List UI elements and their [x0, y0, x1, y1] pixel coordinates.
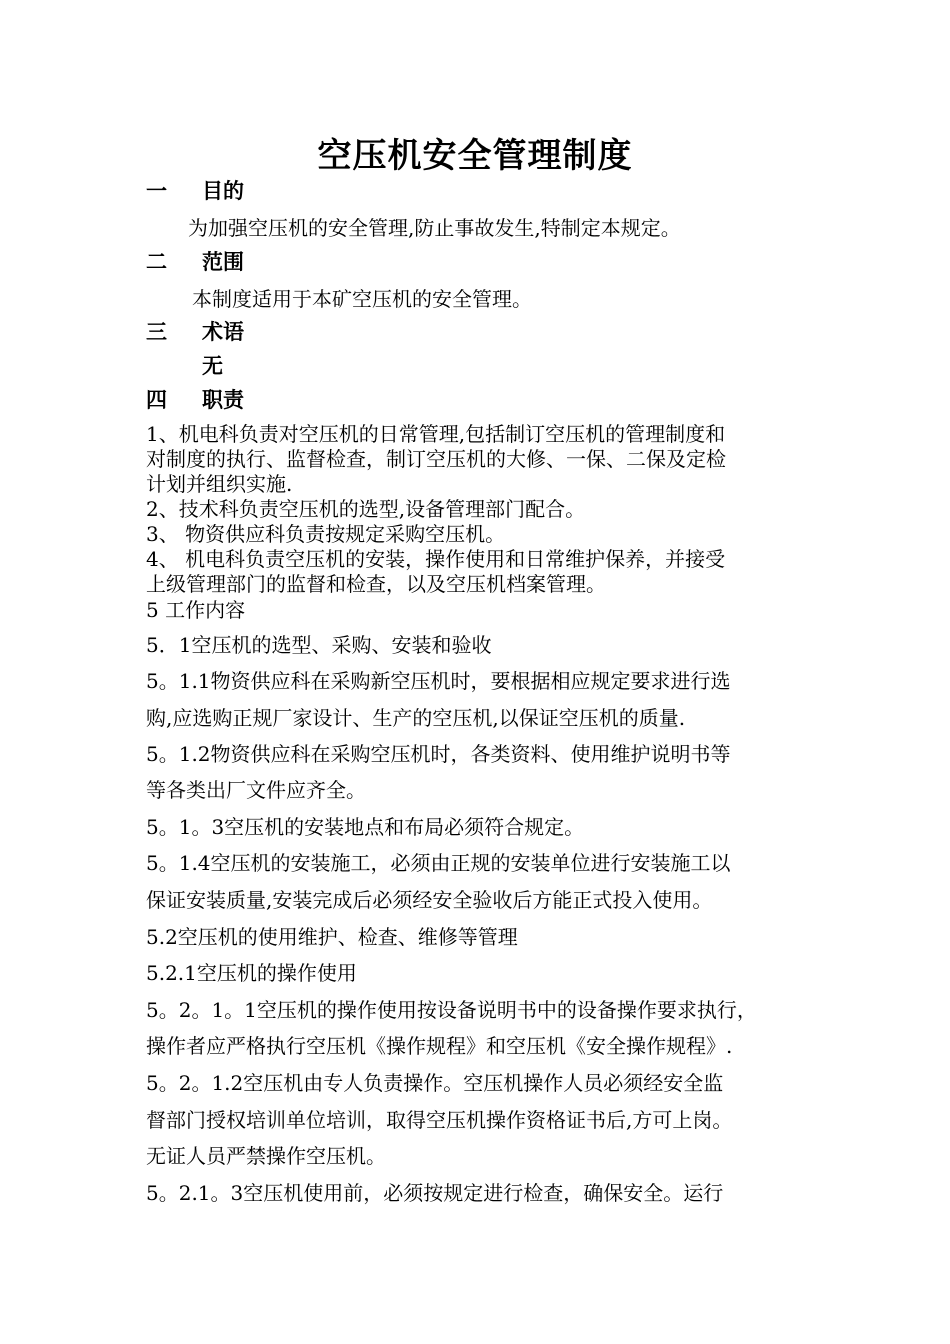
paragraph-line: 4、 机电科负责空压机的安装，操作使用和日常维护保养，并接受	[146, 547, 726, 571]
paragraph-line: 无	[202, 353, 223, 378]
section-title: 职责	[202, 387, 244, 412]
section-heading-duties	[146, 384, 244, 414]
paragraph-line: 上级管理部门的监督和检查，以及空压机档案管理。	[146, 572, 606, 596]
paragraph-line: 计划并组织实施.	[146, 472, 293, 496]
paragraph-line: 对制度的执行、监督检查，制订空压机的大修、一保、二保及定检	[146, 447, 726, 471]
paragraph-line: 5。1。3空压机的安装地点和布局必须符合规定。	[146, 815, 585, 839]
section-heading-scope	[146, 246, 244, 276]
paragraph-line: 保证安装质量,安装完成后必须经安全验收后方能正式投入使用。	[146, 888, 713, 912]
paragraph-line: 5。2。1。1空压机的操作使用按设备说明书中的设备操作要求执行，	[146, 998, 757, 1022]
paragraph-line: 为加强空压机的安全管理,防止事故发生,特制定本规定。	[188, 216, 681, 240]
section-number: 四	[146, 387, 167, 412]
paragraph-line: 5 工作内容	[146, 598, 246, 622]
section-title: 术语	[202, 319, 244, 344]
section-number: 一	[146, 178, 167, 203]
paragraph-line: 操作者应严格执行空压机《操作规程》和空压机《安全操作规程》.	[146, 1034, 733, 1058]
paragraph-line: 2、技术科负责空压机的选型,设备管理部门配合。	[146, 497, 586, 521]
paragraph-line: 督部门授权培训单位培训，取得空压机操作资格证书后,方可上岗。	[146, 1108, 733, 1132]
paragraph-line: 5。1.1物资供应科在采购新空压机时，要根据相应规定要求进行选	[146, 669, 731, 693]
paragraph-line: 购,应选购正规厂家设计、生产的空压机,以保证空压机的质量.	[146, 706, 686, 730]
paragraph-line: 5。1.4空压机的安装施工，必须由正规的安装单位进行安装施工以	[146, 851, 731, 875]
section-number: 二	[146, 249, 167, 274]
section-heading-terms	[146, 316, 244, 346]
paragraph-line: 5.2空压机的使用维护、检查、维修等管理	[146, 925, 518, 949]
section-heading-purpose	[146, 175, 244, 205]
document-title: 空压机安全管理制度	[317, 136, 633, 176]
paragraph-line: 5.2.1空压机的操作使用	[146, 961, 357, 985]
paragraph-line: 5。2.1。3空压机使用前，必须按规定进行检查，确保安全。运行	[146, 1181, 724, 1205]
section-number: 三	[146, 319, 167, 344]
paragraph-line: 5．1空压机的选型、采购、安装和验收	[146, 633, 492, 657]
paragraph-line: 3、 物资供应科负责按规定采购空压机。	[146, 522, 506, 546]
paragraph-line: 1、机电科负责对空压机的日常管理,包括制订空压机的管理制度和	[146, 422, 726, 446]
section-title: 目的	[202, 178, 244, 203]
section-title: 范围	[202, 249, 244, 274]
paragraph-line: 等各类出厂文件应齐全。	[146, 778, 366, 802]
paragraph-line: 5。1.2物资供应科在采购空压机时，各类资料、使用维护说明书等	[146, 742, 731, 766]
paragraph-line: 本制度适用于本矿空压机的安全管理。	[192, 287, 532, 311]
paragraph-line: 5。2。1.2空压机由专人负责操作。空压机操作人员必须经安全监	[146, 1071, 724, 1095]
paragraph-line: 无证人员严禁操作空压机。	[146, 1144, 386, 1168]
